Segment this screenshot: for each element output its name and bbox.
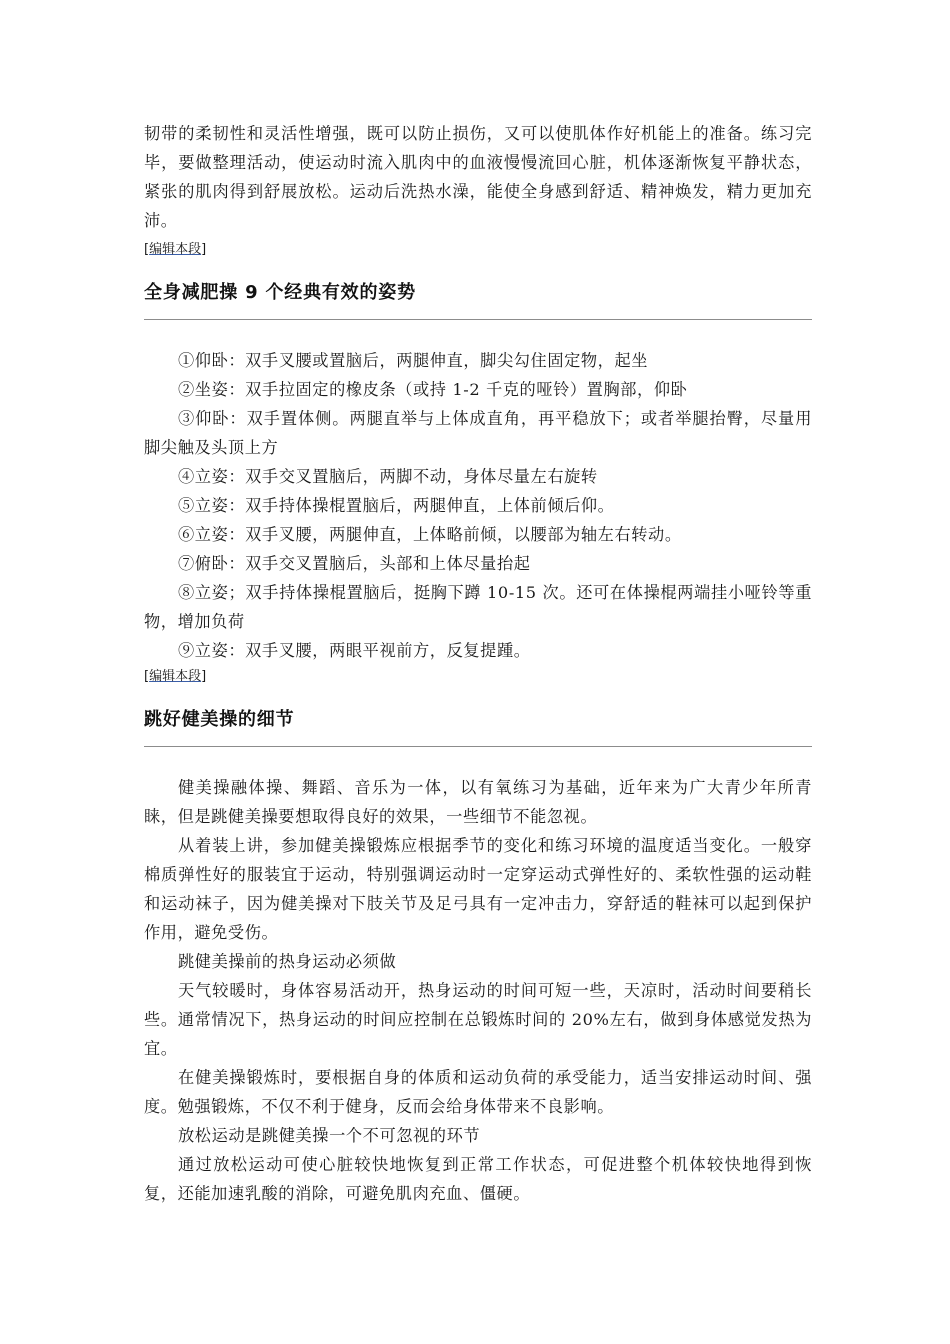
list-item: ⑧立姿；双手持体操棍置脑后，挺胸下蹲 10-15 次。还可在体操棍两端挂小哑铃等重物，增加负荷	[144, 583, 812, 631]
section1-title-prefix: 全身减肥操	[144, 282, 238, 303]
section1-title-suffix: 个经典有效的姿势	[265, 282, 416, 303]
body-paragraph: 在健美操锻炼时，要根据自身的体质和运动负荷的承受能力，适当安排运动时间、强度。勉强锻炼，不仅不利于健身，反而会给身体带来不良影响。	[144, 1068, 812, 1116]
edit-section-link-1-label[interactable]: 编辑本段	[149, 242, 202, 257]
intro-paragraph: 韧带的柔韧性和灵活性增强，既可以防止损伤，又可以使肌体作好机能上的准备。练习完毕，要做整理活动，使运动时流入肌肉中的血液慢慢流回心脏，机体逐渐恢复平静状态，紧张的肌肉得到舒展放松。运动后洗热水澡，能使全身感到舒适、精神焕发，精力更加充沛。	[144, 124, 812, 230]
body-paragraph: 从着装上讲，参加健美操锻炼应根据季节的变化和练习环境的温度适当变化。一般穿棉质弹性好的服装宜于运动，特别强调运动时一定穿运动式弹性好的、柔软性强的运动鞋和运动袜子，因为健美操对下肢关节及足弓具有一定冲击力，穿舒适的鞋袜可以起到保护作用，避免受伤。	[144, 836, 812, 942]
body-paragraph: 通过放松运动可使心脏较快地恢复到正常工作状态，可促进整个机体较快地得到恢复，还能加速乳酸的消除，可避免肌肉充血、僵硬。	[144, 1155, 812, 1203]
list-item: ①仰卧：双手叉腰或置脑后，两腿伸直，脚尖勾住固定物，起坐	[178, 351, 649, 370]
section1-list	[144, 346, 812, 665]
subheading-paragraph: 跳健美操前的热身运动必须做	[178, 952, 397, 971]
body-paragraph: 健美操融体操、舞蹈、音乐为一体，以有氧练习为基础，近年来为广大青少年所青睐，但是跳健美操要想取得良好的效果，一些细节不能忽视。	[144, 778, 812, 826]
body-paragraph: 天气较暖时，身体容易活动开，热身运动的时间可短一些，天凉时，活动时间要稍长些。通常情况下，热身运动的时间应控制在总锻炼时间的 20%左右，做到身体感觉发热为宜。	[144, 981, 812, 1058]
edit-section-link-1[interactable]: [编辑本段]	[144, 242, 207, 257]
list-item: ④立姿：双手交叉置脑后，两脚不动，身体尽量左右旋转	[178, 467, 598, 486]
list-item: ⑤立姿：双手持体操棍置脑后，两腿伸直，上体前倾后仰。	[178, 496, 615, 515]
list-item: ②坐姿：双手拉固定的橡皮条（或持 1-2 千克的哑铃）置胸部，仰卧	[178, 380, 688, 399]
edit-section-link-2-label[interactable]: 编辑本段	[149, 669, 202, 684]
section1-title	[144, 281, 812, 305]
section1-title-number: 9	[245, 282, 259, 303]
section2-title: 跳好健美操的细节	[144, 709, 295, 730]
list-item: ⑦俯卧：双手交叉置脑后，头部和上体尽量抬起	[178, 554, 531, 573]
list-item: ⑥立姿：双手叉腰，两腿伸直，上体略前倾，以腰部为轴左右转动。	[178, 525, 682, 544]
list-item: ⑨立姿：双手叉腰，两眼平视前方，反复提踵。	[178, 641, 531, 660]
subheading-paragraph: 放松运动是跳健美操一个不可忽视的环节	[178, 1126, 481, 1145]
list-item: ③仰卧：双手置体侧。两腿直举与上体成直角，再平稳放下；或者举腿抬臀，尽量用脚尖触及头顶上方	[144, 409, 812, 457]
section2-body	[144, 773, 812, 1208]
edit-section-link-2[interactable]: [编辑本段]	[144, 669, 207, 684]
document-page	[144, 119, 812, 1208]
